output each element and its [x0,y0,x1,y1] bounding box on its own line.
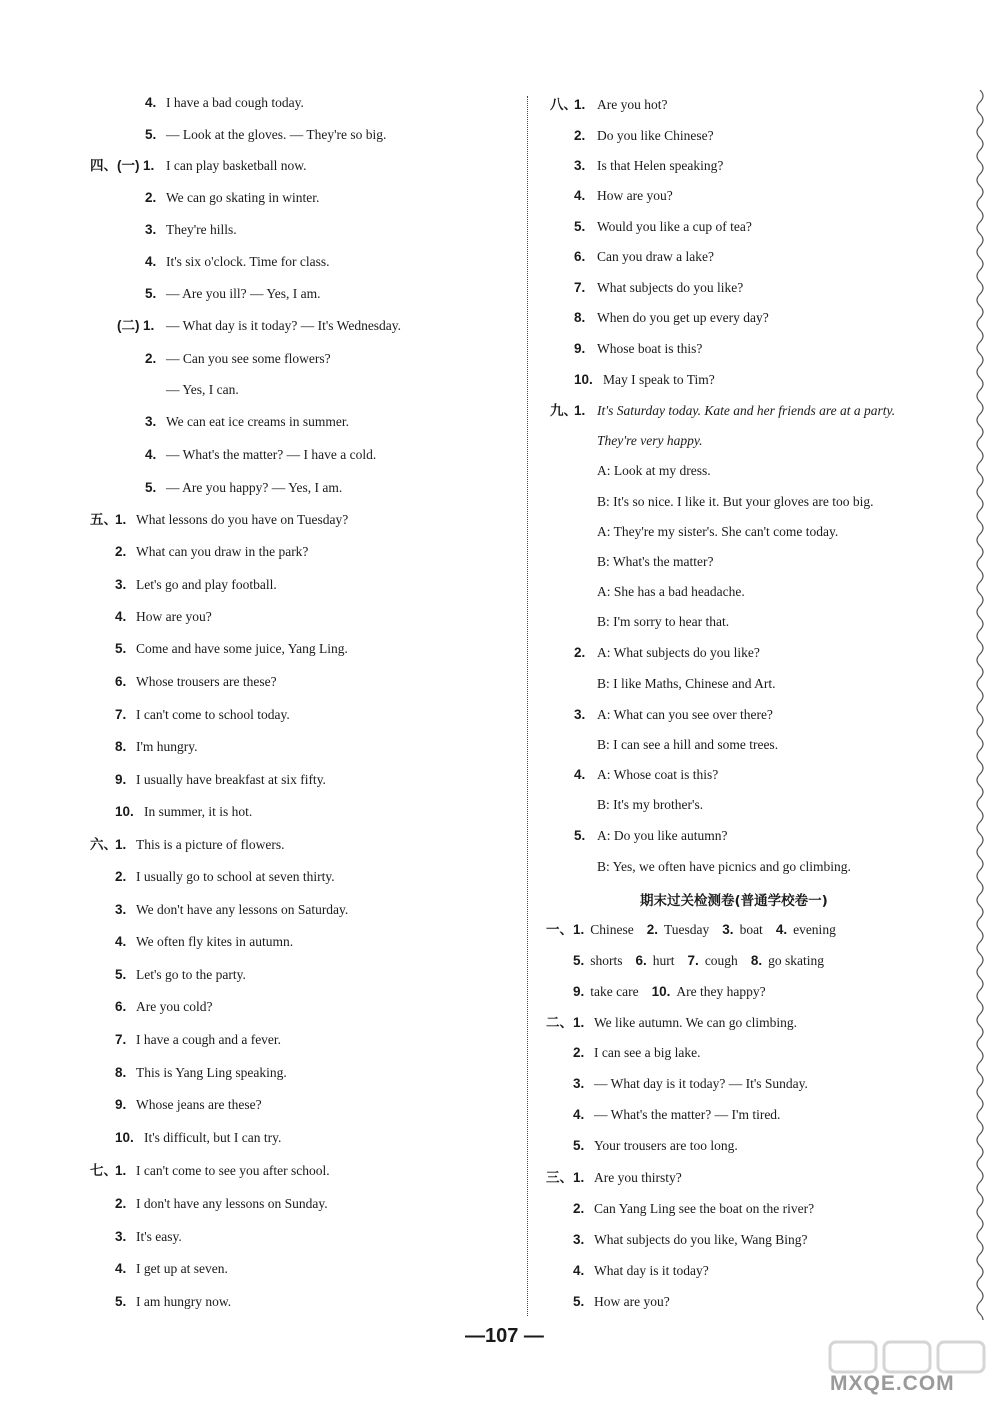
item-number: 1. [115,837,127,852]
answer-text: I can see a big lake. [594,1045,701,1060]
section-label: 四、(一) [90,158,140,173]
answer-text: What lessons do you have on Tuesday? [136,512,349,527]
item-number: 3. [722,922,734,937]
answer-text: boat [739,922,763,937]
item-number: 2. [573,1201,585,1216]
wavy-border-decoration [972,90,988,1320]
answer-text: — Look at the gloves. — They're so big. [166,127,387,142]
item-number: 2. [574,645,586,660]
item-number: 4. [145,254,157,269]
item-number: 2. [145,190,157,205]
item-number: 6. [574,249,586,264]
column-divider [527,96,528,1316]
item-number: 1. [574,97,586,112]
section-label: (二) [117,318,140,333]
item-number: 1. [574,403,586,418]
answer-text: Your trousers are too long. [594,1138,738,1153]
answer-text: B: I can see a hill and some trees. [597,737,779,752]
answer-text: — Are you happy? — Yes, I am. [166,480,343,495]
answer-text: I have a cough and a fever. [136,1032,282,1047]
item-number: 1. [573,922,585,937]
item-number: 4. [775,922,788,937]
item-number: 5. [115,967,127,982]
item-number: 3. [574,158,586,173]
answer-text: It's Saturday today. Kate and her friends are at a party. [597,403,896,418]
item-number: 9. [573,984,585,999]
item-number: 10. [115,1130,134,1145]
section-label: 二、 [546,1015,573,1030]
item-number: 5. [145,286,157,301]
answer-text: In summer, it is hot. [144,804,253,819]
item-number: 3. [115,1229,127,1244]
item-number: 10. [651,984,671,999]
item-number: 7. [115,707,127,722]
answer-text: A: She has a bad headache. [597,584,745,599]
item-number: 2. [573,1045,585,1060]
answer-text: I can't come to school today. [136,707,290,722]
item-number: 5. [573,1138,585,1153]
answer-text: They're very happy. [597,433,703,448]
answer-text: What subjects do you like? [597,280,744,295]
answer-text: They're hills. [166,222,237,237]
answer-text: B: It's so nice. I like it. But your gloves are too big. [597,494,874,509]
section-label: 九、 [550,403,577,418]
answer-text: — What day is it today? — It's Wednesday. [166,318,402,333]
section-label: 八、 [550,97,577,112]
answer-text: Whose trousers are these? [136,674,277,689]
section-label: 三、 [546,1170,573,1185]
item-number: 1. [143,158,155,173]
answer-text: A: They're my sister's. She can't come today. [597,524,839,539]
answer-text: We can eat ice creams in summer. [166,414,349,429]
answer-text: Come and have some juice, Yang Ling. [136,641,348,656]
answer-text: A: What can you see over there? [597,707,773,722]
answer-text: Are they happy? [676,984,766,999]
answer-text: take care [590,984,639,999]
item-number: 4. [145,95,157,110]
item-number: 4. [574,188,586,203]
answer-text: cough [704,953,738,968]
item-number: 5. [115,1294,127,1309]
answer-text: A: What subjects do you like? [597,645,760,660]
item-number: 4. [574,767,586,782]
answer-text: I get up at seven. [136,1261,228,1276]
item-number: 4. [115,609,127,624]
item-number: 5. [573,953,585,968]
item-number: 3. [574,707,586,722]
answer-text: shorts [590,953,623,968]
item-number: 1. [573,1170,585,1185]
answer-text: When do you get up every day? [597,310,769,325]
answer-text: Can you draw a lake? [597,249,714,264]
item-number: 2. [646,922,659,937]
answer-text: May I speak to Tim? [603,372,715,387]
answer-text: B: I like Maths, Chinese and Art. [597,676,776,691]
answer-text: How are you? [136,609,212,624]
answer-text: How are you? [594,1294,670,1309]
item-number: 2. [145,351,157,366]
answer-text: A: Whose coat is this? [597,767,719,782]
answer-text: Chinese [590,922,634,937]
answer-text: Can Yang Ling see the boat on the river? [594,1201,815,1216]
answer-text: A: Do you like autumn? [597,828,728,843]
answer-text: Are you hot? [597,97,668,112]
item-number: 5. [574,219,586,234]
item-number: 1. [115,512,127,527]
item-number: 3. [573,1076,585,1091]
answer-text: I don't have any lessons on Sunday. [136,1196,328,1211]
answer-text: Are you cold? [136,999,213,1014]
item-number: 4. [145,447,157,462]
answer-text: B: It's my brother's. [597,797,704,812]
answer-text: It's difficult, but I can try. [144,1130,282,1145]
item-number: 7. [115,1032,127,1047]
answer-text: We can go skating in winter. [166,190,320,205]
item-number: 7. [574,280,586,295]
item-number: 9. [115,772,127,787]
answer-text: What can you draw in the park? [136,544,309,559]
item-number: 2. [115,869,127,884]
item-number: 5. [145,480,157,495]
answer-text: Whose boat is this? [597,341,703,356]
item-number: 4. [115,1261,127,1276]
answer-text: We like autumn. We can go climbing. [594,1015,798,1030]
answer-text: A: Look at my dress. [597,463,711,478]
answer-text: I have a bad cough today. [166,95,304,110]
answer-text: Is that Helen speaking? [597,158,724,173]
answer-text: We often fly kites in autumn. [136,934,294,949]
item-number: 5. [574,828,586,843]
section-label: 七、 [90,1163,117,1178]
answer-text: What day is it today? [594,1263,709,1278]
item-number: 8. [574,310,586,325]
answer-text: What subjects do you like, Wang Bing? [594,1232,808,1247]
item-number: 1. [143,318,155,333]
item-number: 4. [573,1107,585,1122]
item-number: 1. [115,1163,127,1178]
answer-text: How are you? [597,188,673,203]
item-number: 5. [573,1294,585,1309]
answer-text: — Yes, I can. [166,382,239,397]
answer-text: B: What's the matter? [597,554,714,569]
answer-text: Let's go to the party. [136,967,246,982]
answer-text: I usually go to school at seven thirty. [136,869,335,884]
item-number: 1. [573,1015,585,1030]
page-number: —107 — [465,1325,544,1347]
answer-text: Would you like a cup of tea? [597,219,752,234]
section-title: 期末过关检测卷(普通学校卷一) [640,893,828,909]
item-number: 7. [687,953,699,968]
answer-text: This is a picture of flowers. [136,837,285,852]
item-number: 9. [574,341,586,356]
item-number: 9. [115,1097,127,1112]
section-label: 五、 [90,512,117,527]
item-number: 6. [635,953,647,968]
item-number: 6. [115,674,127,689]
answer-text: go skating [768,953,824,968]
item-number: 4. [115,934,127,949]
answer-text: Let's go and play football. [136,577,277,592]
answer-text: Tuesday [664,922,710,937]
item-number: 5. [115,641,127,656]
item-number: 8. [750,953,763,968]
answer-text: evening [793,922,836,937]
item-number: 8. [115,1065,127,1080]
item-number: 10. [115,804,134,819]
answer-text: — Are you ill? — Yes, I am. [166,286,321,301]
section-label: 六、 [90,837,117,852]
answer-text: hurt [652,953,675,968]
answer-text: — Can you see some flowers? [166,351,331,366]
answer-text: — What's the matter? — I have a cold. [166,447,377,462]
answer-text: I can play basketball now. [166,158,307,173]
item-number: 3. [115,902,127,917]
item-number: 8. [115,739,127,754]
answer-text: Whose jeans are these? [136,1097,262,1112]
answer-text: — What's the matter? — I'm tired. [594,1107,781,1122]
item-number: 5. [145,127,157,142]
watermark-text: MXQE.COM [830,1372,955,1395]
answer-text: It's six o'clock. Time for class. [166,254,330,269]
item-number: 3. [145,222,157,237]
answer-text: B: I'm sorry to hear that. [597,614,730,629]
answer-text: Do you like Chinese? [597,128,714,143]
item-number: 3. [145,414,157,429]
answer-text: I usually have breakfast at six fifty. [136,772,326,787]
answer-text: It's easy. [136,1229,182,1244]
answer-text: We don't have any lessons on Saturday. [136,902,349,917]
answer-text: Are you thirsty? [594,1170,682,1185]
answer-text: I'm hungry. [136,739,198,754]
answer-text: This is Yang Ling speaking. [136,1065,287,1080]
section-label: 一、 [546,922,573,937]
item-number: 2. [115,544,127,559]
item-number: 3. [115,577,127,592]
answer-text: B: Yes, we often have picnics and go climbing. [597,859,851,874]
answer-text: I am hungry now. [136,1294,232,1309]
item-number: 10. [574,372,593,387]
item-number: 6. [115,999,127,1014]
answer-text: — What day is it today? — It's Sunday. [594,1076,808,1091]
item-number: 2. [574,128,586,143]
item-number: 3. [573,1232,585,1247]
item-number: 2. [115,1196,127,1211]
item-number: 4. [573,1263,585,1278]
answer-text: I can't come to see you after school. [136,1163,330,1178]
